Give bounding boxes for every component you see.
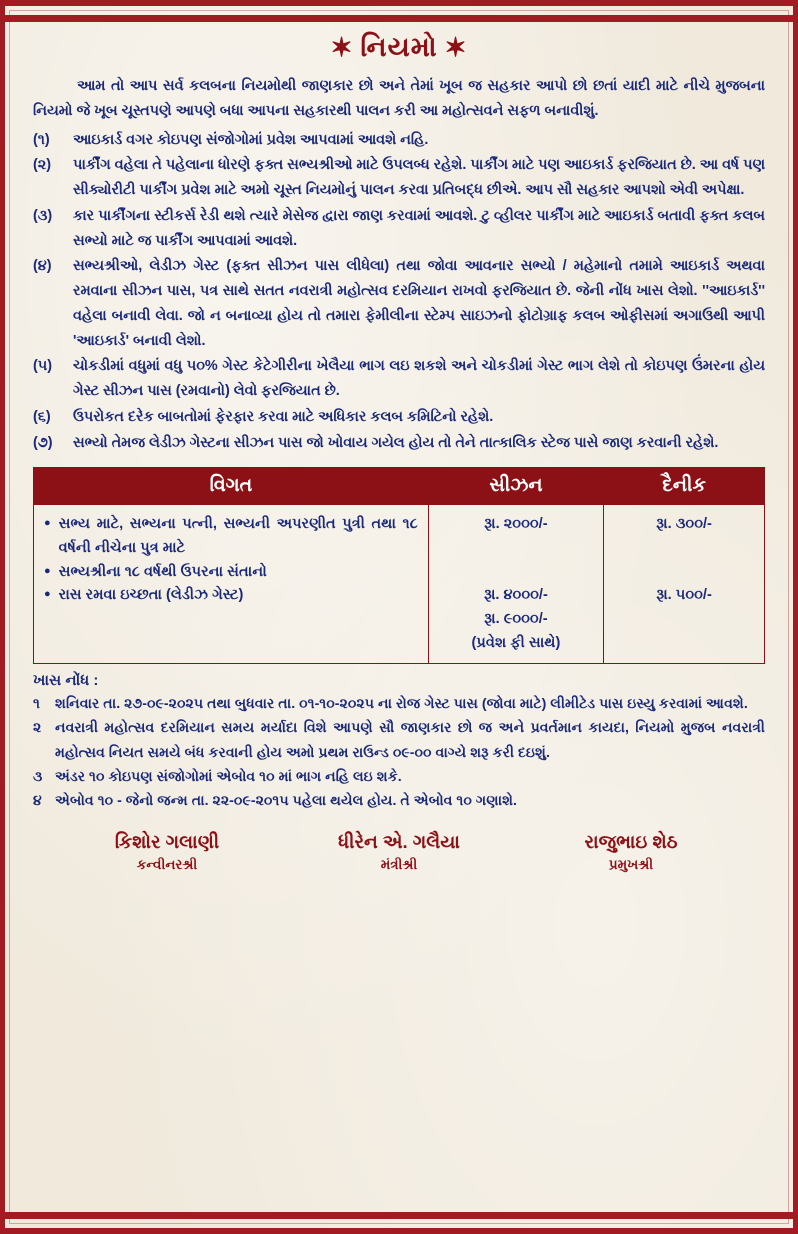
table-row bbox=[34, 505, 765, 664]
rule-item bbox=[33, 128, 765, 153]
rule-text: ઉપરોકત દરેક બાબતોમાં ફેરફાર કરવા માટે અધિકાર કલબ કમિટિનો રહેશે. bbox=[73, 408, 494, 425]
rule-item bbox=[33, 354, 765, 404]
rule-number: (૪) bbox=[33, 258, 52, 275]
bullet-icon: ● bbox=[44, 517, 51, 530]
note-number: ૧ bbox=[33, 696, 40, 713]
signatory bbox=[515, 829, 747, 873]
season-amount-note: (પ્રવેશ ફી સાથે) bbox=[471, 634, 561, 651]
rules-list bbox=[33, 128, 765, 456]
daily-amount: રૂા. ૫૦૦/- bbox=[656, 587, 712, 604]
note-number: ૩ bbox=[33, 768, 43, 785]
rule-number: (૧) bbox=[33, 131, 50, 148]
fee-description-text: સભ્યશ્રીના ૧૮ વર્ષથી ઉપરના સંતાનો bbox=[58, 563, 267, 580]
signatories bbox=[33, 829, 765, 873]
rule-text: આઇકાર્ડ વગર કોઇપણ સંજોગોમાં પ્રવેશ આપવામાં આવશે નહિ. bbox=[73, 131, 429, 148]
season-amount: રૂા. ૯૦૦૦/- bbox=[484, 611, 548, 628]
top-decorative-stripe bbox=[5, 15, 793, 22]
note-item bbox=[33, 692, 765, 716]
rule-item bbox=[33, 431, 765, 456]
note-text: શનિવાર તા. ૨૭-૦૯-૨૦૨૫ તથા બુધવાર તા. ૦૧-૧૦-૨૦૨૫ ના રોજ ગેસ્ટ પાસ (જોવા માટે) લીમીટેડ પાસ ઇસ્યુ કરવામાં આવશે. bbox=[55, 696, 748, 713]
fee-season-cell bbox=[428, 505, 603, 664]
rule-text: કાર પાર્કીંગના સ્ટીકર્સ રેડી થશે ત્યારે મેસેજ દ્વારા જાણ કરવામાં આવશે. ટુ વ્હીલર પાર્કીંગ માટે આઇકાર્ડ બતાવી ફક્ત કલબ સભ્યો માટે જ પાર્કીંગ આપવામાં આવશે. bbox=[73, 207, 765, 249]
rule-text: ચોકડીમાં વધુમાં વધુ ૫૦% ગેસ્ટ કેટેગીરીના ખેલૈયા ભાગ લઇ શકશે અને ચોકડીમાં ગેસ્ટ ભાગ લેશે તો કોઇપણ ઉંમરના હોય ગેસ્ટ સીઝન પાસ (રમવાનો) લેવો ફરજિયાત છે. bbox=[73, 358, 765, 400]
signatory-role: કન્વીનરશ્રી bbox=[136, 856, 198, 872]
note-text: એબોવ ૧૦ - જેનો જન્મ તા. ૨૨-૦૯-૨૦૧૫ પહેલા થયેલ હોય. તે એબોવ ૧૦ ગણાશે. bbox=[55, 792, 517, 809]
note-number: ૨ bbox=[33, 720, 42, 737]
list-item bbox=[44, 561, 418, 585]
bottom-decorative-stripe bbox=[5, 1212, 793, 1219]
fee-table-header-description: વિગત bbox=[34, 468, 429, 505]
rule-text: પાર્કીંગ વહેલા તે પહેલાના ધોરણે ફક્ત સભ્યશ્રીઓ માટે ઉપલબ્ધ રહેશે. પાર્કીંગ માટે પણ આઇકાર્ડ ફરજિયાત છે. આ વર્ષ પણ સીક્યોરીટી પાર્કીંગ પ્રવેશ માટે અમો ચૂસ્ત નિયમોનું પાલન કરવા પ્રતિબદ્ધ છીએ. આપ સૌ સહકાર આપશો એવી અપેક્ષા. bbox=[73, 157, 765, 199]
rule-text: સભ્યો તેમજ લેડીઝ ગેસ્ટના સીઝન પાસ જો ખોવાય ગયેલ હોય તો તેને તાત્કાલિક સ્ટેજ પાસે જાણ કરવાની રહેશે. bbox=[73, 434, 719, 451]
note-number: ૪ bbox=[33, 792, 42, 809]
notes-list bbox=[33, 692, 765, 813]
note-item bbox=[33, 765, 765, 789]
document-content bbox=[5, 26, 793, 1206]
fee-table bbox=[33, 467, 765, 664]
rule-number: (૫) bbox=[33, 358, 53, 375]
fee-table-header-daily: દૈનીક bbox=[604, 468, 765, 505]
bullet-icon: ● bbox=[44, 588, 51, 601]
fee-description-cell bbox=[34, 505, 429, 664]
rule-item bbox=[33, 254, 765, 353]
signatory-name: રાજુભાઇ શેઠ bbox=[584, 831, 678, 853]
fee-description-text: સભ્ય માટે, સભ્યના પત્ની, સભ્યની અપરણીત પુત્રી તથા ૧૮ વર્ષની નીચેના પુત્ર માટે bbox=[58, 516, 418, 557]
signatory-name: કિશોર ગલાણી bbox=[114, 831, 220, 853]
rule-item bbox=[33, 204, 765, 254]
intro-paragraph: આમ તો આપ સર્વ કલબના નિયમોથી જાણકાર છો અને તેમાં ખૂબ જ સહકાર આપો છો છતાં યાદી માટે નીચે મુજબના નિયમો જે ખૂબ ચૂસ્તપણે આપણે બધા આપના સહકારથી પાલન કરી આ મહોત્સવને સફળ બનાવીશું. bbox=[33, 78, 765, 119]
season-amount: રૂા. ૪૦૦૦/- bbox=[484, 587, 548, 604]
rule-item bbox=[33, 153, 765, 203]
fee-table-header-season: સીઝન bbox=[428, 468, 603, 505]
fee-table-header-row bbox=[34, 468, 765, 505]
notes-title: ખાસ નોંધ : bbox=[33, 672, 99, 690]
page-title: ✶ નિયમો ✶ bbox=[332, 32, 466, 62]
fee-description-text: રાસ રમવા ઇચ્છતા (લેડીઝ ગેસ્ટ) bbox=[58, 587, 244, 604]
signatory-role: પ્રમુખશ્રી bbox=[608, 856, 654, 872]
rule-number: (૭) bbox=[33, 434, 53, 451]
rule-item bbox=[33, 405, 765, 430]
signatory bbox=[283, 829, 515, 873]
bullet-icon: ● bbox=[44, 564, 51, 577]
signatory-role: મંત્રીશ્રી bbox=[380, 856, 418, 872]
list-item bbox=[44, 513, 418, 560]
note-text: અંડર ૧૦ કોઇપણ સંજોગોમાં એબોવ ૧૦ માં ભાગ નહિ લઇ શકે. bbox=[55, 768, 402, 785]
rule-number: (૬) bbox=[33, 408, 51, 425]
list-item bbox=[44, 584, 418, 608]
note-text: નવરાત્રી મહોત્સવ દરમિયાન સમય મર્યાદા વિશે આપણે સૌ જાણકાર છો જ અને પ્રવર્તમાન કાયદા, નિયમો મુજબ નવરાત્રી મહોત્સવ નિયત સમયે બંધ કરવાની હોય અમો પ્રથમ રાઉન્ડ ૦૯-૦૦ વાગ્યે શરૂ કરી દઇશું. bbox=[55, 720, 765, 761]
signatory bbox=[51, 829, 283, 873]
rule-text: સભ્યશ્રીઓ, લેડીઝ ગેસ્ટ (ફક્ત સીઝન પાસ લીધેલા) તથા જોવા આવનાર સભ્યો / મહેમાનો તમામે આઇકાર્ડ અથવા રમવાના સીઝન પાસ, પત્ર સાથે સતત નવરાત્રી મહોત્સવ દરમિયાન રાખવો ફરજિયાત છે. જેની નોંધ ખાસ લેશો. ''આઇકાર્ડ'' વહેલા બનાવી લેવા. જો ન બનાવ્યા હોય તો તમારા ફેમીલીના સ્ટેમ્પ સાઇઝનો ફોટોગ્રાફ કલબ ઓફીસમાં અગાઉથી આપી 'આઇકાર્ડ' બનાવી લેશો. bbox=[73, 258, 765, 349]
note-item bbox=[33, 789, 765, 813]
daily-amount: રૂા. ૩૦૦/- bbox=[656, 516, 712, 533]
signatory-name: ધીરેન એ. ગલૈયા bbox=[338, 831, 460, 853]
rule-number: (૨) bbox=[33, 157, 52, 174]
season-amount: રૂા. ૨૦૦૦/- bbox=[484, 516, 548, 533]
note-item bbox=[33, 716, 765, 764]
fee-daily-cell bbox=[604, 505, 765, 664]
rule-number: (૩) bbox=[33, 207, 53, 224]
